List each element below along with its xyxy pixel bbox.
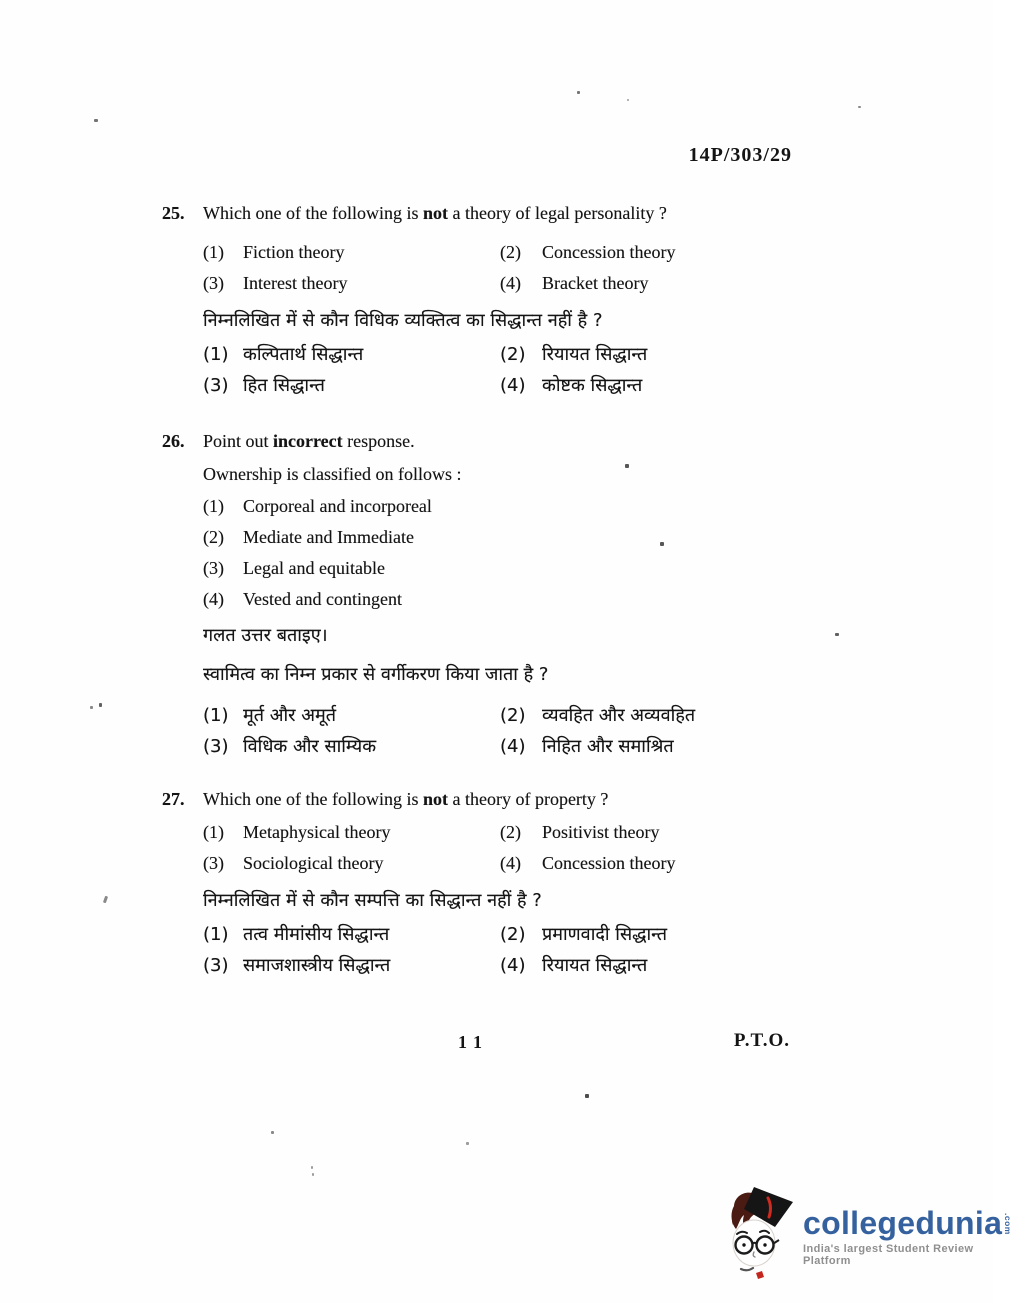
question-26-english-options	[203, 495, 822, 610]
option-label: Fiction theory	[243, 242, 345, 262]
page-number: 11	[458, 1032, 490, 1052]
option-number: (3)	[203, 558, 224, 578]
brand-tld: .com	[1003, 1212, 1013, 1235]
question-text	[203, 202, 822, 224]
option-number: (2)	[500, 344, 526, 365]
option-number: (3)	[203, 273, 224, 293]
question-27-hindi-text: निम्नलिखित में से कौन सम्पत्ति का सिद्धान्त नहीं है ?	[203, 890, 542, 911]
scan-speck	[271, 1131, 274, 1134]
option-label: Bracket theory	[542, 273, 649, 293]
question-27-text	[162, 788, 822, 810]
option-label: कोष्टक सिद्धान्त	[542, 375, 643, 396]
option-number: (1)	[203, 822, 224, 842]
option-label: Concession theory	[542, 853, 676, 873]
option-number: (1)	[203, 344, 229, 365]
brand-tagline: India's largest Student Review Platform	[803, 1242, 974, 1267]
option-number: (1)	[203, 242, 224, 262]
option-label: तत्व मीमांसीय सिद्धान्त	[243, 924, 390, 945]
pto-label: P.T.O.	[733, 1030, 790, 1051]
scan-speck	[625, 464, 629, 468]
option-label: निहित और समाश्रित	[542, 736, 674, 757]
question-text-emphasis: not	[422, 789, 448, 809]
question-26-text	[162, 430, 822, 452]
option-number: (4)	[500, 736, 526, 757]
option-number: (4)	[500, 375, 526, 396]
option-label: रियायत सिद्धान्त	[542, 955, 648, 976]
option-number: (4)	[500, 955, 526, 976]
option-number: (3)	[203, 955, 229, 976]
option-label: कल्पितार्थ सिद्धान्त	[243, 344, 364, 365]
question-26-hindi-statement: गलत उत्तर बताइए।	[203, 625, 328, 646]
scan-speck	[627, 99, 629, 101]
scan-speck	[835, 633, 839, 636]
question-25-hindi-text: निम्नलिखित में से कौन विधिक व्यक्तित्व का सिद्धान्त नहीं है ?	[203, 310, 603, 331]
question-26-statement: Ownership is classified on follows :	[203, 464, 462, 484]
option-number: (4)	[500, 273, 521, 293]
option-number: (2)	[203, 527, 224, 547]
question-number: 26.	[162, 431, 185, 451]
scan-speck	[99, 703, 102, 707]
question-27-hindi-options	[203, 924, 822, 977]
option-number: (4)	[203, 589, 224, 609]
brand-name: collegedunia	[803, 1204, 1003, 1241]
question-text-post: a theory of legal personality ?	[447, 203, 667, 223]
option-label: Metaphysical theory	[243, 822, 391, 842]
option-number: (2)	[500, 924, 526, 945]
option-label: हित सिद्धान्त	[243, 375, 325, 396]
option-label: विधिक और साम्यिक	[243, 736, 377, 757]
paper-code: 14P/303/29	[688, 144, 792, 166]
scan-speck	[466, 1142, 469, 1145]
scan-speck	[585, 1094, 589, 1098]
option-number: (1)	[203, 705, 229, 726]
scan-speck	[577, 91, 580, 94]
option-number: (4)	[500, 853, 521, 873]
question-text	[203, 430, 822, 452]
option-label: प्रमाणवादी सिद्धान्त	[542, 924, 667, 945]
scan-speck	[103, 896, 108, 904]
option-label: Vested and contingent	[243, 589, 402, 609]
question-text-emphasis: incorrect	[273, 431, 343, 451]
option-number: (2)	[500, 705, 526, 726]
option-number: (2)	[500, 242, 521, 262]
option-number: (3)	[203, 736, 229, 757]
option-label: Positivist theory	[542, 822, 660, 842]
questions-column	[162, 202, 822, 977]
scan-speck	[94, 119, 98, 122]
question-26-hindi-text: स्वामित्व का निम्न प्रकार से वर्गीकरण किया जाता है ?	[203, 664, 549, 685]
option-number: (3)	[203, 853, 224, 873]
scan-speck	[312, 1173, 314, 1176]
question-25-text	[162, 202, 822, 224]
question-25-english-options	[203, 241, 822, 294]
question-number: 25.	[162, 203, 185, 223]
option-label: मूर्त और अमूर्त	[243, 705, 337, 726]
question-25	[162, 202, 822, 397]
option-label: Legal and equitable	[243, 558, 385, 578]
option-label: रियायत सिद्धान्त	[542, 344, 648, 365]
option-label: समाजशास्त्रीय सिद्धान्त	[243, 955, 391, 976]
option-label: Interest theory	[243, 273, 348, 293]
option-label: Mediate and Immediate	[243, 527, 414, 547]
option-number: (1)	[203, 924, 229, 945]
option-label: Sociological theory	[243, 853, 384, 873]
question-number: 27.	[162, 789, 185, 809]
question-text-pre: Which one of the following is	[203, 203, 423, 223]
scan-speck	[90, 706, 93, 709]
question-text-emphasis: not	[422, 203, 448, 223]
question-text-post: a theory of property ?	[447, 789, 609, 809]
option-number: (2)	[500, 822, 521, 842]
scan-speck	[660, 542, 664, 546]
question-text-post: response.	[342, 431, 415, 451]
scan-speck	[858, 106, 861, 108]
question-26	[162, 430, 822, 758]
question-text	[203, 788, 822, 810]
question-text-pre: Point out	[203, 431, 274, 451]
option-label: व्यवहित और अव्यवहित	[542, 705, 696, 726]
scan-speck	[311, 1166, 313, 1169]
question-27	[162, 788, 822, 977]
option-label: Concession theory	[542, 242, 676, 262]
option-label: Corporeal and incorporeal	[243, 496, 432, 516]
question-26-hindi-options	[203, 705, 822, 758]
option-number: (1)	[203, 496, 224, 516]
question-25-hindi-options	[203, 344, 822, 397]
question-27-english-options	[203, 821, 822, 874]
graduate-boy-mascot-icon	[727, 1186, 797, 1287]
question-text-pre: Which one of the following is	[203, 789, 423, 809]
option-number: (3)	[203, 375, 229, 396]
collegedunia-logo	[727, 1186, 1012, 1287]
